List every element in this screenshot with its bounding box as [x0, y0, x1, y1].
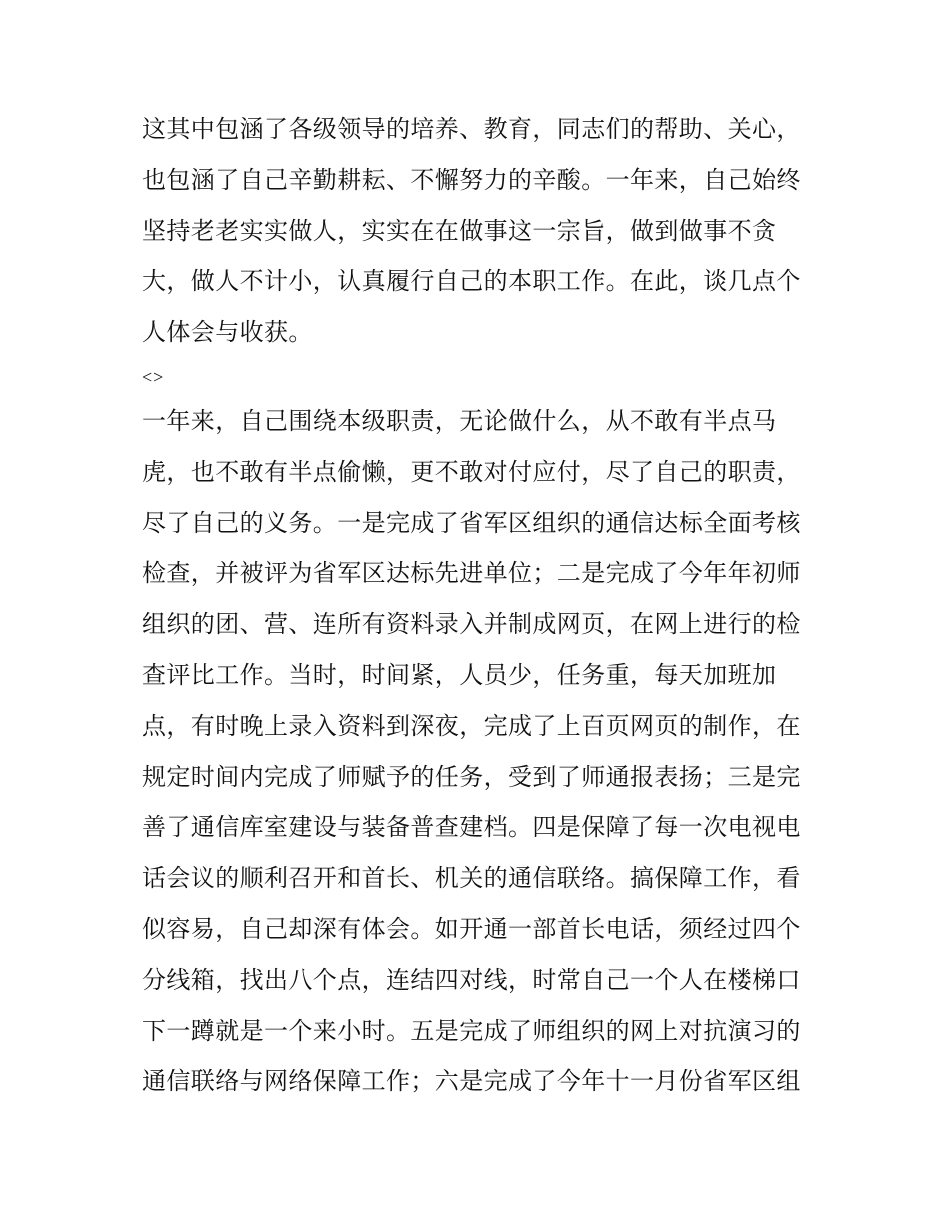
text-line: 似容易，自己却深有体会。如开通一部首长电话，须经过四个 [142, 914, 801, 943]
text-line: 查评比工作。当时，时间紧，人员少，任务重，每天加班加 [142, 660, 777, 689]
text-line: 大，做人不计小，认真履行自己的本职工作。在此，谈几点个 [142, 267, 801, 296]
text-line: 规定时间内完成了师赋予的任务，受到了师通报表扬；三是完 [142, 762, 801, 791]
text-line: 下一蹲就是一个来小时。五是完成了师组织的网上对抗演习的 [142, 1016, 801, 1045]
text-line: 人体会与收获。 [142, 318, 313, 347]
text-line: 点，有时晚上录入资料到深夜，完成了上百页网页的制作，在 [142, 711, 801, 740]
text-line: 善了通信库室建设与装备普查建档。四是保障了每一次电视电 [142, 813, 801, 842]
text-line: 检查，并被评为省军区达标先进单位；二是完成了今年年初师 [142, 559, 801, 588]
text-line: 话会议的顺利召开和首长、机关的通信联络。搞保障工作，看 [142, 864, 801, 893]
text-line: 尽了自己的义务。一是完成了省军区组织的通信达标全面考核 [142, 508, 801, 537]
document-body [142, 104, 814, 1107]
text-line: 分线箱，找出八个点，连结四对线，时常自己一个人在楼梯口 [142, 965, 801, 994]
text-line: 也包涵了自己辛勤耕耘、不懈努力的辛酸。一年来，自己始终 [142, 165, 801, 194]
text-line: 坚持老老实实做人，实实在在做事这一宗旨，做到做事不贪 [142, 216, 777, 245]
section-marker: <> [142, 366, 165, 387]
text-line: 通信联络与网络保障工作；六是完成了今年十一月份省军区组 [142, 1067, 801, 1096]
text-line: 虎，也不敢有半点偷懒，更不敢对付应付，尽了自己的职责， [142, 457, 801, 486]
text-line: 组织的团、营、连所有资料录入并制成网页，在网上进行的检 [142, 610, 801, 639]
text-line: 这其中包涵了各级领导的培养、教育，同志们的帮助、关心， [142, 115, 801, 143]
paragraph-work-summary [142, 396, 814, 1107]
text-line: 一年来，自己围绕本级职责，无论做什么，从不敢有半点马 [142, 406, 777, 435]
paragraph-intro [142, 104, 814, 358]
